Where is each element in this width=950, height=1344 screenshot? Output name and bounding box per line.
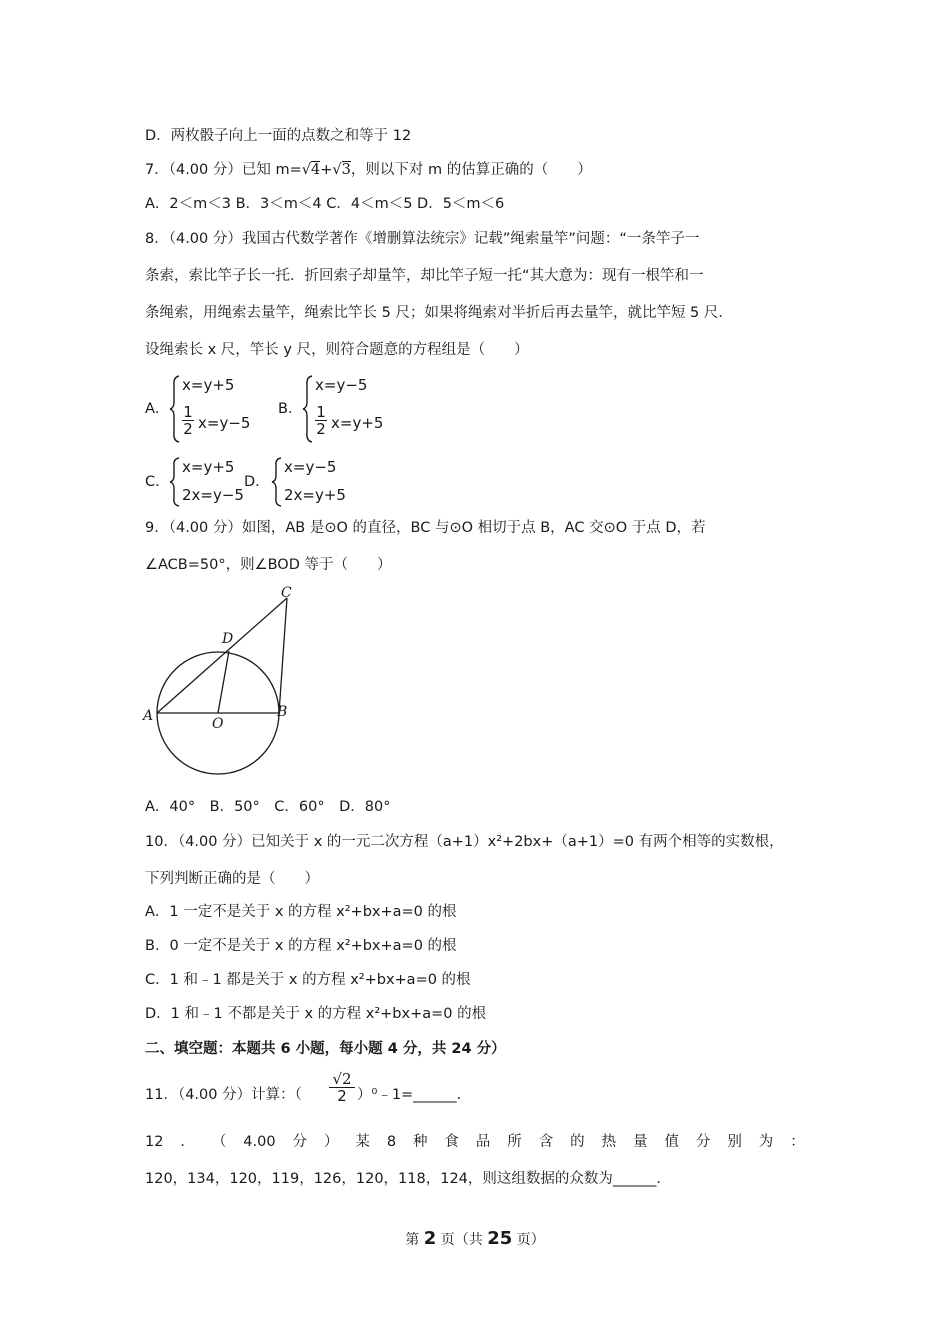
q8-line-3: 条绳索，用绳索去量竿，绳索比竿长 5 尺；如果将绳索对半折后再去量竿，就比竿短 5 尺．	[145, 305, 733, 321]
q12-token: 品	[475, 1134, 491, 1150]
footer-prefix: 第	[405, 1232, 424, 1248]
q10-option-a: A．1 一定不是关于 x 的方程 x²+bx+a=0 的根	[145, 904, 457, 920]
q12-token: 的	[570, 1134, 585, 1150]
fraction-denominator: 2	[183, 420, 193, 438]
q9-line-1: 9．（4.00 分）如图，AB 是⊙O 的直径，BC 与⊙O 相切于点 B，AC 交⊙O 于点 D，若	[145, 520, 706, 536]
q12-line-1	[145, 1132, 805, 1152]
left-brace-icon	[301, 374, 315, 444]
q12-token: 分	[695, 1134, 711, 1150]
total-pages: 25	[487, 1228, 513, 1249]
q8-b-eq2: x=y+5	[331, 414, 384, 432]
q10-option-d: D．1 和﹣1 不都是关于 x 的方程 x²+bx+a=0 的根	[145, 1006, 487, 1022]
q8-line-1: 8．（4.00 分）我国古代数学著作《增删算法统宗》记载”绳索量竿”问题：“一条竿子一	[145, 231, 700, 247]
label-c: C	[281, 585, 292, 601]
q10-line-1: 10．（4.00 分）已知关于 x 的一元二次方程（a+1）x²+2bx+（a+1）=0 有两个相等的实数根，	[145, 834, 784, 850]
fraction-numerator: 1	[183, 403, 193, 421]
q8-option-d-label: D．	[244, 474, 270, 490]
q7-radicand-2: 3	[341, 162, 351, 178]
q12-token: 某	[355, 1134, 370, 1150]
fraction-numerator: 1	[316, 403, 326, 421]
q8-option-b-label: B．	[278, 401, 303, 417]
left-brace-icon	[168, 374, 182, 444]
q7-options: A．2＜m＜3 B．3＜m＜4 C．4＜m＜5 D．5＜m＜6	[145, 196, 505, 212]
q8-d-eq1: x=y−5	[284, 458, 337, 476]
q8-option-a-label: A．	[145, 401, 170, 417]
q8-b-eq1: x=y−5	[315, 376, 368, 394]
q8-line-4: 设绳索长 x 尺，竿长 y 尺，则符合题意的方程组是（ ）	[145, 342, 529, 358]
fraction-denominator: 2	[329, 1087, 355, 1104]
section-2-heading: 二、填空题：本题共 6 小题，每小题 4 分，共 24 分）	[145, 1041, 506, 1057]
label-b: B	[277, 704, 288, 720]
q7-suffix: ，则以下对 m 的估算正确的（ ）	[350, 162, 592, 178]
q12-token: 值	[664, 1134, 679, 1150]
q12-token: 别	[727, 1134, 742, 1150]
page-footer	[0, 1228, 950, 1249]
sqrt-symbol: √	[301, 162, 312, 178]
q11-prefix: 11．（4.00 分）计算：（	[145, 1087, 302, 1103]
left-brace-icon	[270, 456, 284, 508]
q12-line-2: 120，134，120，119，126，120，118，124，则这组数据的众数为______．	[145, 1171, 671, 1187]
q7-plus: +	[320, 162, 333, 178]
label-a: A	[143, 708, 154, 724]
sqrt-symbol: √	[332, 162, 342, 178]
q8-c-eq1: x=y+5	[182, 458, 235, 476]
label-d: D	[222, 631, 234, 647]
page-number: 2	[423, 1228, 437, 1249]
q12-token: 4.00	[243, 1134, 276, 1150]
q12-token: 12	[145, 1134, 164, 1150]
q10-line-2: 下列判断正确的是（ ）	[145, 871, 319, 887]
q8-a-eq2: x=y−5	[198, 414, 251, 432]
footer-suffix: 页）	[512, 1232, 545, 1248]
q12-token: ）	[323, 1134, 339, 1150]
q10-option-b: B．0 一定不是关于 x 的方程 x²+bx+a=0 的根	[145, 938, 457, 954]
q10-option-c: C．1 和﹣1 都是关于 x 的方程 x²+bx+a=0 的根	[145, 972, 471, 988]
q12-token: 热	[601, 1134, 617, 1150]
q8-a-eq1: x=y+5	[182, 376, 235, 394]
q9-line-2: ∠ACB=50°，则∠BOD 等于（ ）	[145, 557, 392, 573]
segment-od	[218, 651, 229, 713]
q12-token: 量	[633, 1134, 648, 1150]
left-brace-icon	[168, 456, 182, 508]
q8-b-fraction	[315, 404, 327, 437]
segment-bc	[279, 598, 287, 713]
q12-token: ：	[790, 1134, 805, 1150]
q9-geometry-figure	[140, 580, 310, 780]
q8-option-c-label: C．	[145, 474, 170, 490]
label-o: O	[212, 716, 224, 732]
q8-a-fraction	[182, 404, 194, 437]
q12-token: 种	[412, 1134, 428, 1150]
fraction-denominator: 2	[316, 420, 326, 438]
q12-token: （	[211, 1134, 227, 1150]
q12-token: 分	[292, 1134, 307, 1150]
q12-token: ．	[180, 1134, 195, 1150]
q8-line-2: 条索，索比竿子长一托．折回索子却量竿，却比竿子短一托“其大意为：现有一根竿和一	[145, 268, 704, 284]
q7-radicand-1: 4	[311, 162, 321, 178]
q7-stem	[145, 160, 592, 180]
segment-ac	[157, 598, 287, 713]
q11-fraction	[329, 1071, 355, 1104]
q9-options: A．40° B．50° C．60° D．80°	[145, 799, 391, 815]
q8-c-eq2: 2x=y−5	[182, 486, 244, 504]
q12-token: 食	[444, 1134, 459, 1150]
q12-token: 含	[538, 1134, 554, 1150]
fraction-numerator: √2	[332, 1070, 352, 1088]
q12-token: 8	[386, 1134, 397, 1150]
q12-token: 为	[758, 1134, 774, 1150]
q6-option-d: D．两枚骰子向上一面的点数之和等于 12	[145, 128, 412, 144]
q8-d-eq2: 2x=y+5	[284, 486, 346, 504]
q12-token: 所	[507, 1134, 522, 1150]
q7-prefix: 7．（4.00 分）已知 m=	[145, 162, 302, 178]
footer-middle: 页（共	[436, 1232, 488, 1248]
q11-suffix: ）⁰﹣1=______．	[357, 1087, 472, 1103]
